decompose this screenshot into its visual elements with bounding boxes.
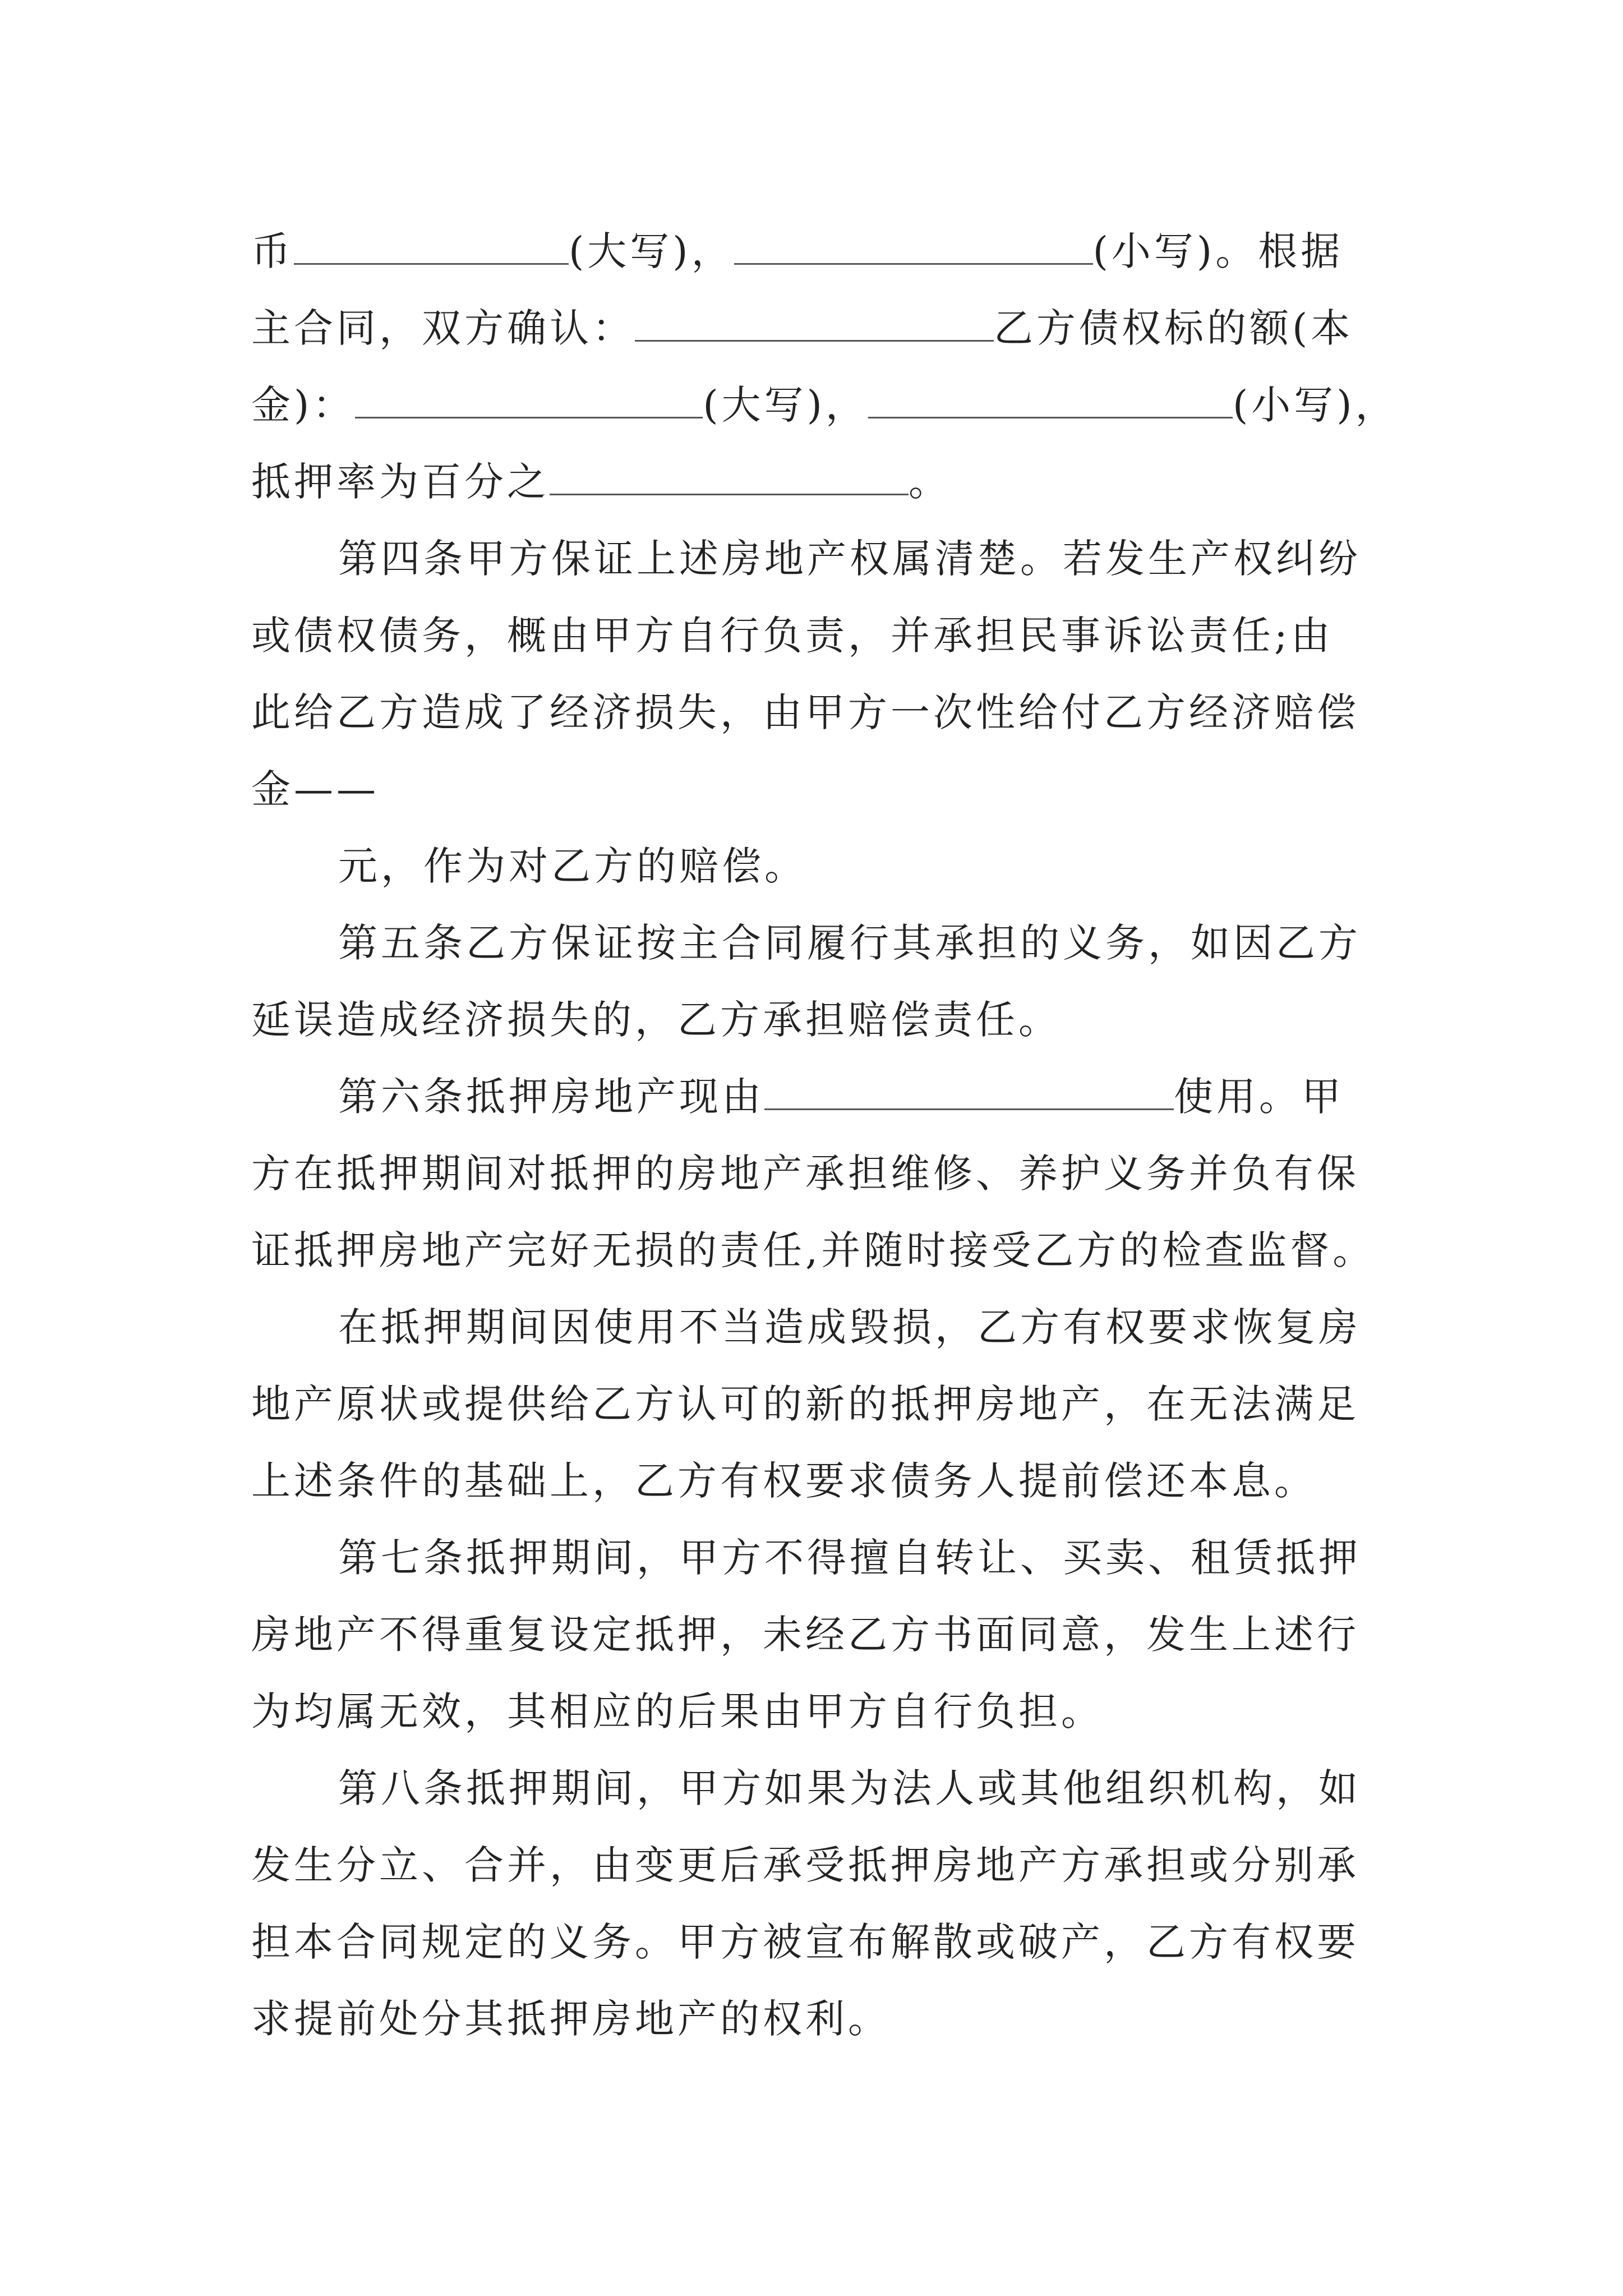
text-line: 主合同，双方确认： 乙方债权标的额(本	[251, 305, 1354, 351]
fill-blank[interactable]	[355, 382, 703, 418]
fill-blank[interactable]	[294, 228, 569, 265]
article-6-line: 第六条抵押房地产现由 使用。甲	[338, 1074, 1344, 1120]
text-line: 金——	[251, 766, 379, 812]
fill-blank[interactable]	[635, 305, 994, 342]
text-line: 担本合同规定的义务。甲方被宣布解散或破产，乙方有权要	[251, 1919, 1359, 1965]
paragraph-line: 在抵押期间因使用不当造成毁损，乙方有权要求恢复房	[338, 1304, 1361, 1350]
contract-body	[251, 213, 1418, 2058]
article-8-line: 第八条抵押期间，甲方如果为法人或其他组织机构，如	[338, 1765, 1361, 1811]
text-line: 元，作为对乙方的赔偿。	[338, 843, 807, 889]
text-line: 抵押率为百分之 。	[251, 459, 951, 505]
text-line: 或债权债务，概由甲方自行负责，并承担民事诉讼责任;由	[251, 613, 1334, 659]
text-line: 为均属无效，其相应的后果由甲方自行负担。	[251, 1688, 1104, 1734]
text-line: 地产原状或提供给乙方认可的新的抵押房地产，在无法满足	[251, 1381, 1359, 1427]
text-line: 方在抵押期间对抵押的房地产承担维修、养护义务并负有保	[251, 1151, 1359, 1197]
text-line: 金)： (大写)， (小写)，	[251, 382, 1398, 428]
text-line: 证抵押房地产完好无损的责任,并随时接受乙方的检查监督。	[251, 1227, 1376, 1273]
article-7-line: 第七条抵押期间，甲方不得擅自转让、买卖、租赁抵押	[338, 1535, 1361, 1581]
text-line: 币 (大写)， (小写)。根据	[251, 228, 1344, 274]
text-line: 求提前处分其抵押房地产的权利。	[251, 1996, 891, 2042]
article-5-line: 第五条乙方保证按主合同履行其承担的义务，如因乙方	[338, 920, 1361, 966]
text-line: 延误造成经济损失的，乙方承担赔偿责任。	[251, 997, 1061, 1043]
fill-blank[interactable]	[734, 228, 1093, 265]
text-line: 此给乙方造成了经济损失，由甲方一次性给付乙方经济赔偿	[251, 689, 1359, 735]
fill-blank[interactable]	[868, 382, 1233, 418]
text-line: 上述条件的基础上，乙方有权要求债务人提前偿还本息。	[251, 1458, 1317, 1504]
fill-blank[interactable]	[764, 1074, 1174, 1110]
article-4-line: 第四条甲方保证上述房地产权属清楚。若发生产权纠纷	[338, 536, 1361, 582]
text-line: 发生分立、合并，由变更后承受抵押房地产方承担或分别承	[251, 1842, 1359, 1888]
fill-blank[interactable]	[550, 459, 909, 495]
text-line: 房地产不得重复设定抵押，未经乙方书面同意，发生上述行	[251, 1612, 1359, 1658]
